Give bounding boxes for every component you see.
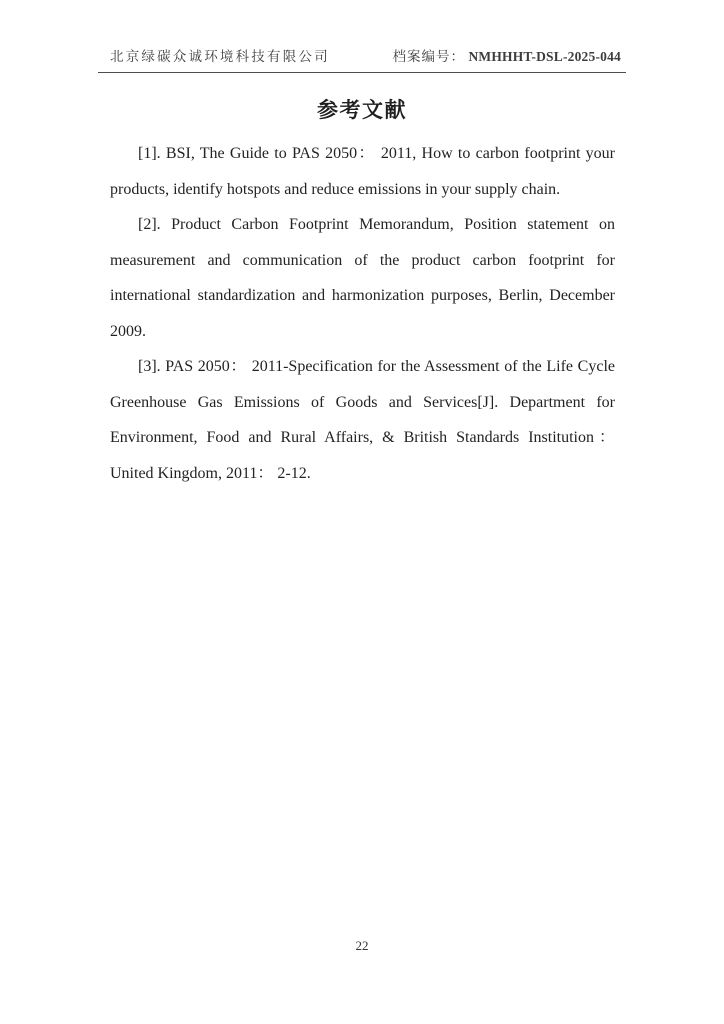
page-number: 22 <box>355 938 369 953</box>
archive-number-group <box>393 45 621 65</box>
reference-item-3: [3]. PAS 2050： 2011-Specification for the Assessment of the Life Cycle Greenhouse Gas Emissions of Goods and Services[J]. Department for Environment, Food and Rural Affairs, & British Standards Institution： United Kingdom, 2011： 2-12. <box>110 358 615 482</box>
references-title: 参考文献 <box>317 98 407 122</box>
page-header <box>98 45 626 73</box>
references-list <box>110 136 615 491</box>
reference-item-2: [2]. Product Carbon Footprint Memorandum, Position statement on measurement and communication of the product carbon footprint for international standardization and harmonization purposes, Berlin, December 2009. <box>110 216 615 340</box>
page-footer <box>0 938 724 954</box>
archive-number-label: 档案编号： <box>392 49 466 64</box>
reference-item-1: [1]. BSI, The Guide to PAS 2050： 2011, How to carbon footprint your products, identify hotspots and reduce emissions in your supply chain. <box>110 145 615 198</box>
archive-number-value: NMHHHT-DSL-2025-044 <box>468 49 621 64</box>
company-name: 北京绿碳众诚环境科技有限公司 <box>110 49 330 64</box>
